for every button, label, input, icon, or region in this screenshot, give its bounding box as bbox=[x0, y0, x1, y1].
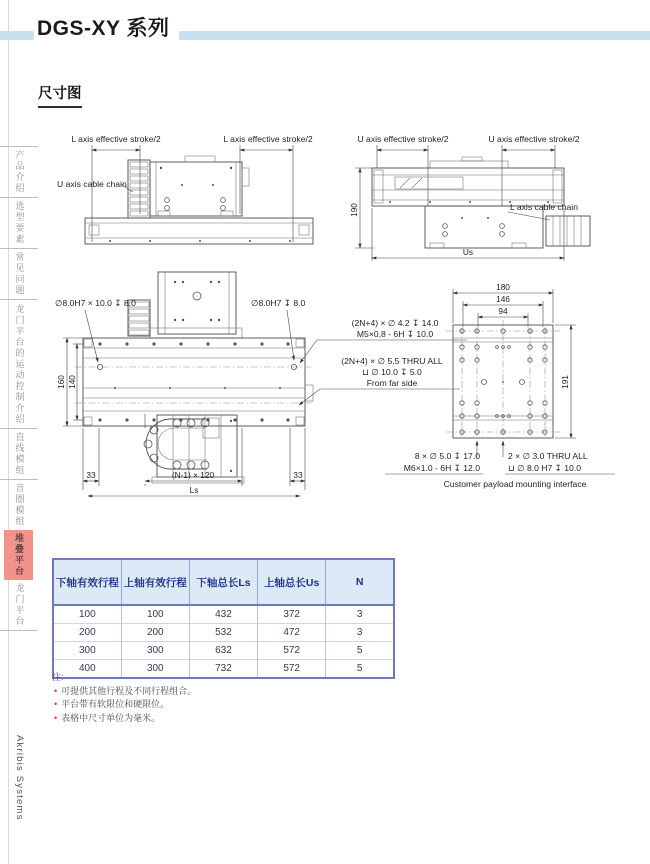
cell: 732 bbox=[189, 660, 257, 679]
dim-160: 160 bbox=[56, 375, 66, 389]
notes-title: 注: bbox=[52, 672, 64, 682]
col-header: 上轴有效行程 bbox=[121, 559, 189, 605]
annotation-m6: 8 × ∅ 5.0 ↧ 17.0 bbox=[414, 451, 480, 461]
cell: 200 bbox=[121, 624, 189, 642]
cell: 300 bbox=[121, 660, 189, 679]
sidebar-item-label: 直线模组 bbox=[14, 432, 25, 476]
col-header: 上轴总长Us bbox=[258, 559, 326, 605]
note-item: • 平台带有软限位和硬限位。 bbox=[52, 698, 196, 712]
table-row bbox=[53, 605, 394, 624]
pin-label-right: ∅8.0H7 ↧ 8.0 bbox=[251, 298, 306, 308]
cell: 432 bbox=[189, 605, 257, 624]
annotation-thru: (2N+4) × ∅ 5.5 THRU ALL bbox=[341, 356, 443, 366]
body-screw-holes bbox=[98, 342, 289, 421]
annotation-m5: M5×0.8 - 6H ↧ 10.0 bbox=[356, 329, 434, 339]
col-header: 下轴有效行程 bbox=[53, 559, 121, 605]
cable-chain-label: U axis cable chain bbox=[57, 179, 127, 189]
dim-label: U axis effective stroke/2 bbox=[357, 134, 449, 144]
sidebar-item-label: 龙门平台 bbox=[14, 583, 25, 627]
sidebar bbox=[0, 146, 38, 631]
cell: 100 bbox=[121, 605, 189, 624]
cell: 5 bbox=[326, 642, 394, 660]
sidebar-item-linear-module[interactable] bbox=[0, 429, 38, 479]
sidebar-item-gantry-stage[interactable] bbox=[0, 580, 38, 630]
dim-ls: Ls bbox=[189, 485, 199, 495]
spec-table-header-row bbox=[53, 559, 394, 605]
page-title: DGS-XY 系列 bbox=[37, 17, 170, 40]
dim-33-left: 33 bbox=[86, 470, 96, 480]
cell: 300 bbox=[53, 642, 121, 660]
cell: 572 bbox=[258, 642, 326, 660]
dim-label: U axis effective stroke/2 bbox=[488, 134, 580, 144]
dim-us: Us bbox=[462, 247, 474, 257]
cell: 400 bbox=[53, 660, 121, 679]
dim-190: 190 bbox=[349, 203, 359, 217]
annotation-thru: ⊔ ∅ 10.0 ↧ 5.0 bbox=[362, 367, 422, 377]
sidebar-item-label: 音圈模组 bbox=[14, 483, 25, 527]
sidebar-item-gantry-motion-control[interactable] bbox=[0, 300, 38, 428]
sidebar-item-label: 产品介绍 bbox=[14, 150, 25, 194]
annotation-m6: M6×1.0 - 6H ↧ 12.0 bbox=[403, 463, 480, 473]
header-accent-bar-left bbox=[0, 31, 34, 40]
sidebar-item-label: 选型要素 bbox=[14, 201, 25, 245]
cell: 372 bbox=[258, 605, 326, 624]
annotation-thru: From far side bbox=[366, 378, 418, 388]
pin-label-left: ∅8.0H7 × 10.0 ↧ 8.0 bbox=[55, 298, 136, 308]
cell: 200 bbox=[53, 624, 121, 642]
annotation-dowel: ⊔ ∅ 8.0 H7 ↧ 10.0 bbox=[508, 463, 581, 473]
dim-label: L axis effective stroke/2 bbox=[71, 134, 161, 144]
annotation-m5: (2N+4) × ∅ 4.2 ↧ 14.0 bbox=[351, 318, 439, 328]
dim-33-right: 33 bbox=[293, 470, 303, 480]
col-header: N bbox=[326, 559, 394, 605]
cable-chain-label: L axis cable chain bbox=[510, 202, 578, 212]
dim-label: L axis effective stroke/2 bbox=[223, 134, 313, 144]
dim-180: 180 bbox=[496, 282, 510, 292]
drawing-u-axis-side-view bbox=[350, 130, 600, 270]
dim-94: 94 bbox=[498, 306, 508, 316]
sidebar-item-label: 堆叠平台 bbox=[14, 533, 24, 577]
sidebar-item-voice-coil-module[interactable] bbox=[0, 480, 38, 530]
cell: 3 bbox=[326, 624, 394, 642]
note-item: • 可提供其他行程及不同行程组合。 bbox=[52, 685, 196, 699]
notes-block bbox=[52, 671, 196, 725]
sidebar-item-faq[interactable] bbox=[0, 249, 38, 299]
cell: 300 bbox=[121, 642, 189, 660]
plate-holes bbox=[460, 329, 547, 434]
drawing-payload-plate bbox=[380, 275, 638, 490]
drawing-l-axis-side-view bbox=[55, 130, 355, 270]
dim-146: 146 bbox=[496, 294, 510, 304]
dim-140: 140 bbox=[67, 375, 77, 389]
sidebar-item-product-intro[interactable] bbox=[0, 147, 38, 197]
sidebar-item-label: 龙门平台的运动控制介绍 bbox=[14, 303, 25, 425]
cell: 100 bbox=[53, 605, 121, 624]
table-row bbox=[53, 642, 394, 660]
section-title: 尺寸图 bbox=[38, 82, 82, 108]
dim-191: 191 bbox=[560, 375, 570, 389]
header-accent-bar-right bbox=[179, 31, 650, 40]
table-row bbox=[53, 624, 394, 642]
cell: 3 bbox=[326, 605, 394, 624]
sidebar-item-label: 常见问题 bbox=[14, 252, 25, 296]
plate-caption: Customer payload mounting interface bbox=[443, 479, 587, 489]
dim-pitch: (N-1) × 120 bbox=[171, 470, 215, 480]
cell: 632 bbox=[189, 642, 257, 660]
cell: 532 bbox=[189, 624, 257, 642]
sidebar-item-selection[interactable] bbox=[0, 198, 38, 248]
sidebar-item-stacked-stage-active[interactable] bbox=[4, 530, 33, 580]
brand-vertical-text: Akribis Systems bbox=[14, 735, 25, 821]
cell: 5 bbox=[326, 660, 394, 679]
annotation-dowel: 2 × ∅ 3.0 THRU ALL bbox=[508, 451, 588, 461]
col-header: 下轴总长Ls bbox=[189, 559, 257, 605]
cell: 472 bbox=[258, 624, 326, 642]
note-item: • 表格中尺寸单位为毫米。 bbox=[52, 712, 196, 726]
sidebar-separator bbox=[0, 630, 38, 631]
spec-table bbox=[52, 558, 395, 679]
cell: 572 bbox=[258, 660, 326, 679]
